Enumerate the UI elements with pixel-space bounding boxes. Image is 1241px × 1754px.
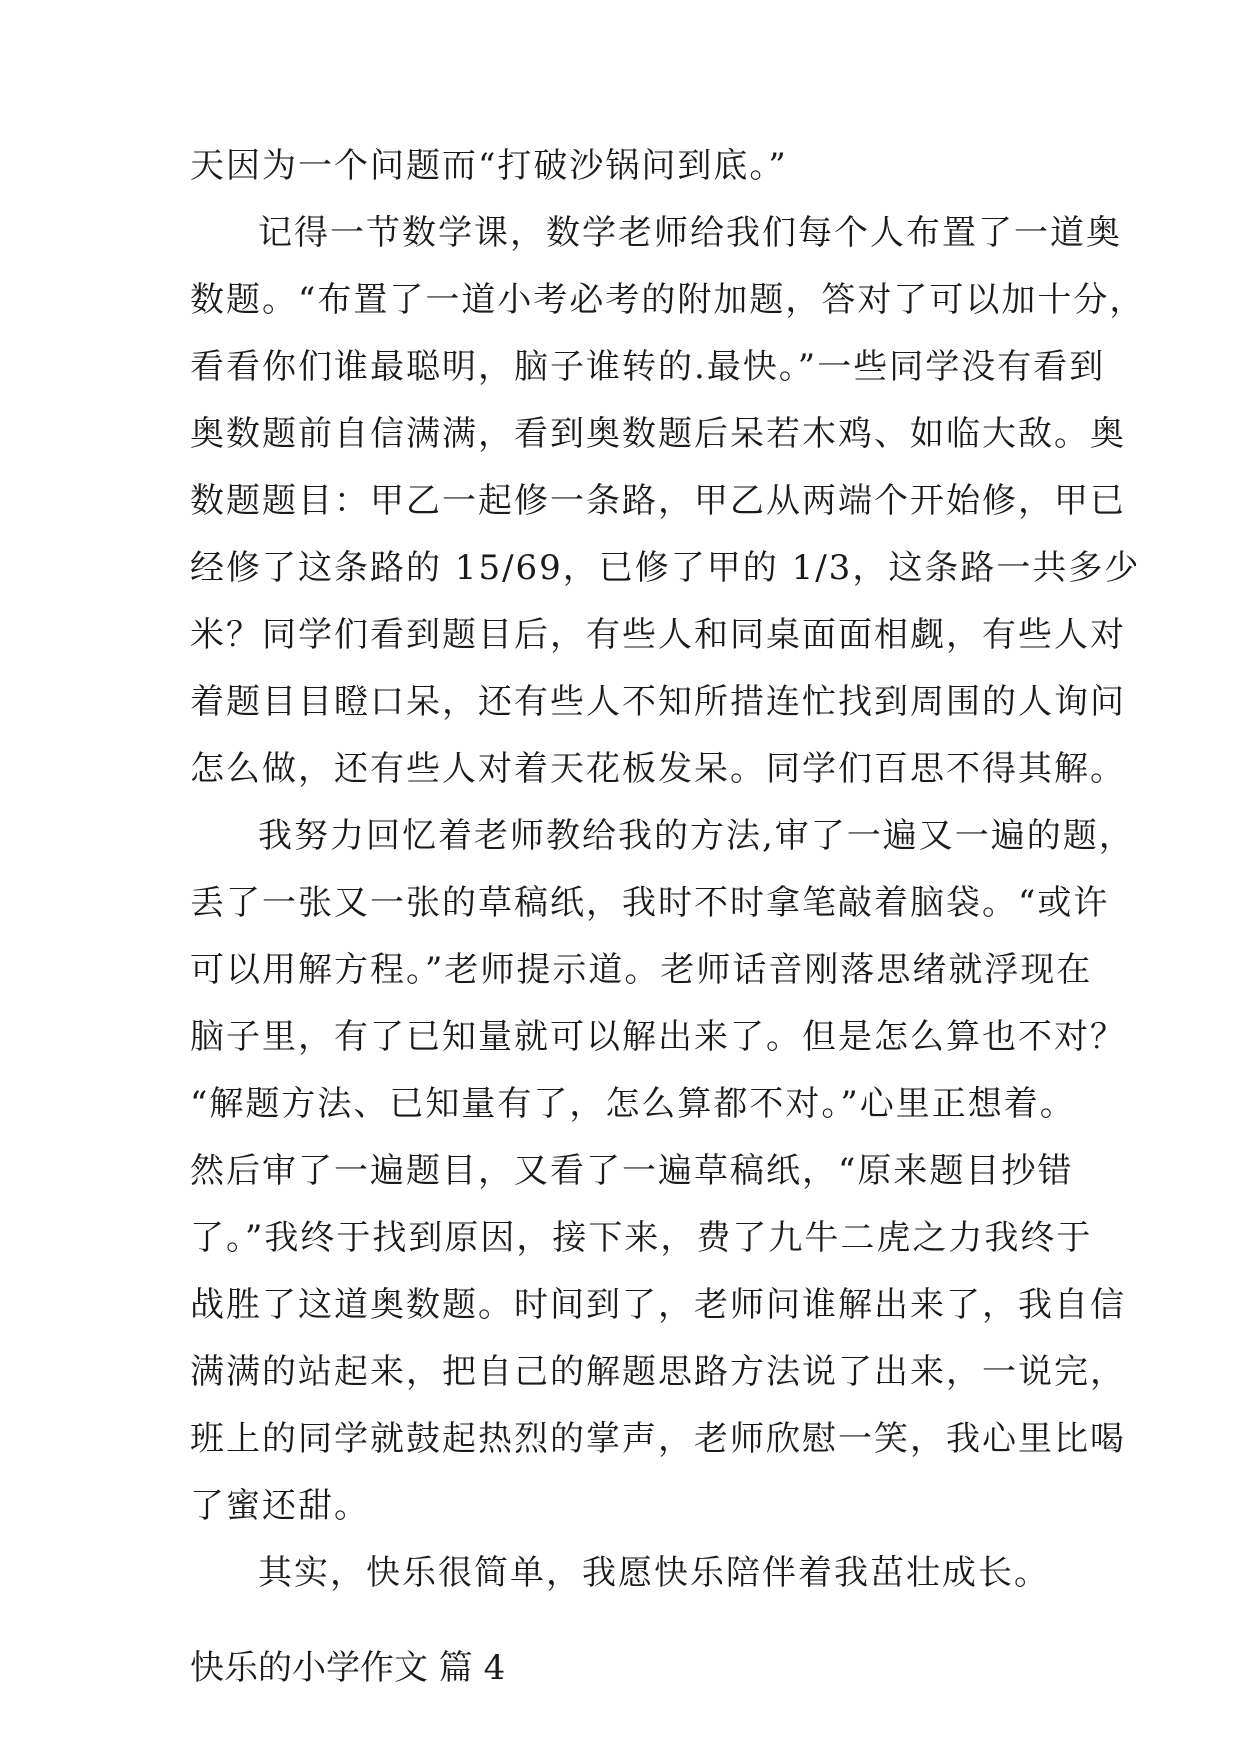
text-line-6: 数题题目：甲乙一起修一条路，甲乙从两端个开始修，甲已: [190, 481, 1126, 521]
text-line-22: 其实，快乐很简单，我愿快乐陪伴着我茁壮成长。: [258, 1553, 1050, 1593]
text-line-12: 丢了一张又一张的草稿纸，我时不时拿笔敲着脑袋。“或许: [190, 883, 1110, 923]
text-line-19: 满满的站起来，把自己的解题思路方法说了出来，一说完，: [190, 1352, 1126, 1392]
text-line-8: 米？同学们看到题目后，有些人和同桌面面相觑，有些人对: [190, 615, 1126, 655]
text-line-21: 了蜜还甜。: [190, 1486, 370, 1526]
section-heading: 快乐的小学作文 篇 4: [190, 1648, 506, 1688]
text-line-5: 奥数题前自信满满，看到奥数题后呆若木鸡、如临大敌。奥: [190, 414, 1126, 454]
text-line-18: 战胜了这道奥数题。时间到了，老师问谁解出来了，我自信: [190, 1285, 1126, 1325]
text-line-11: 我努力回忆着老师教给我的方法,审了一遍又一遍的题，: [258, 816, 1135, 856]
text-line-1: 天因为一个问题而“打破沙锅问到底。”: [190, 146, 788, 186]
text-line-20: 班上的同学就鼓起热烈的掌声，老师欣慰一笑，我心里比喝: [190, 1419, 1126, 1459]
text-line-9: 着题目目瞪口呆，还有些人不知所措连忙找到周围的人询问: [190, 682, 1126, 722]
text-line-15: “解题方法、已知量有了，怎么算都不对。”心里正想着。: [190, 1084, 1076, 1124]
text-line-16: 然后审了一遍题目，又看了一遍草稿纸，“原来题目抄错: [190, 1151, 1074, 1191]
text-line-13: 可以用解方程。”老师提示道。老师话音刚落思绪就浮现在: [190, 950, 1093, 990]
text-line-14: 脑子里，有了已知量就可以解出来了。但是怎么算也不对？: [190, 1017, 1126, 1057]
text-line-3: 数题。“布置了一道小考必考的附加题，答对了可以加十分，: [190, 280, 1146, 320]
text-line-4: 看看你们谁最聪明，脑子谁转的.最快。”一些同学没有看到: [190, 347, 1106, 387]
text-line-10: 怎么做，还有些人对着天花板发呆。同学们百思不得其解。: [190, 749, 1126, 789]
text-line-7: 经修了这条路的 15/69，已修了甲的 1/3，这条路一共多少: [190, 548, 1141, 588]
text-line-2: 记得一节数学课，数学老师给我们每个人布置了一道奥: [258, 213, 1122, 253]
text-line-17: 了。”我终于找到原因，接下来，费了九牛二虎之力我终于: [190, 1218, 1093, 1258]
